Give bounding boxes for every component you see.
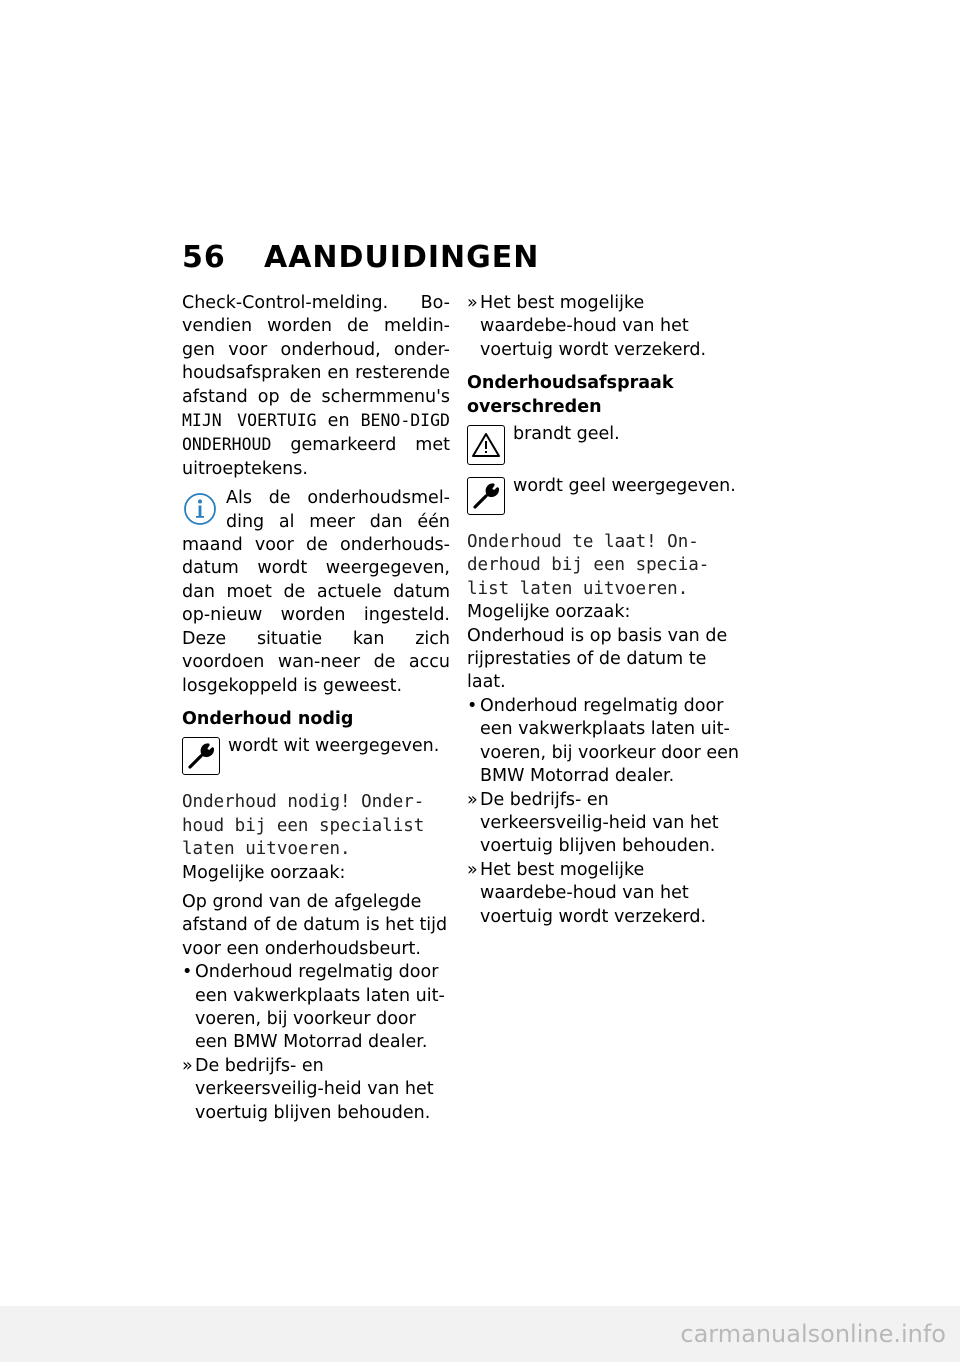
display-message: Onderhoud nodig! Onder-houd bij een specialist laten uitvoeren. (182, 792, 425, 860)
bullet-mark: • (182, 962, 193, 983)
result-item (467, 859, 739, 929)
warning-triangle-icon (467, 425, 505, 465)
info-icon (182, 491, 218, 527)
wrench-icon (467, 477, 505, 515)
action-text: Onderhoud regelmatig door een vakwerkplaats laten uit-voeren, bij voorkeur door een BMW Motorrad dealer. (480, 695, 740, 787)
action-bullet (182, 961, 450, 1055)
cause-label: Mogelijke oorzaak: (467, 602, 631, 623)
action-text: Onderhoud regelmatig door een vakwerkplaats laten uit-voeren, bij voorkeur door een BMW Motorrad dealer. (195, 962, 445, 1053)
footer-bar (0, 1306, 960, 1362)
bullet-mark: • (467, 695, 478, 716)
menu-name-service-required: BENO-DIGD ONDERHOUD (182, 411, 450, 455)
cause-text: Onderhoud is op basis van de rijprestaties of de datum te laat. (467, 625, 728, 693)
left-column (182, 292, 450, 1125)
info-note (182, 487, 450, 698)
result-mark: » (182, 1055, 193, 1076)
menu-name-my-vehicle: MIJN VOERTUIG (182, 411, 317, 431)
result-mark: » (467, 293, 478, 313)
wrench-description: wordt wit weergegeven. (228, 736, 440, 757)
cause-text: Op grond van de afgelegde afstand of de datum is het tijd voor een onderhoudsbeurt. (182, 891, 448, 959)
info-text: Als de onderhoudsmel-ding al meer dan één maand voor de onderhouds-datum wordt weergegeven, dan moet de actuele datum op-nieuw worden ingesteld. Deze situatie kan zich voordoen wan-neer de accu losgekoppeld is geweest. (182, 488, 450, 696)
right-column (467, 292, 739, 929)
watermark: carmanualsonline.info (680, 1320, 946, 1348)
page-header (182, 240, 539, 275)
result-item (467, 789, 739, 859)
result-text: Het best mogelijke waardebe-houd van het voertuig wordt verzekerd. (480, 859, 707, 927)
result-mark: » (467, 859, 478, 880)
result-item (467, 292, 739, 362)
intro-tail: gemarkeerd met uitroeptekens. (182, 435, 450, 479)
page-number: 56 (182, 240, 226, 275)
result-item (182, 1055, 450, 1125)
result-text: Het best mogelijke waardebe-houd van het voertuig wordt verzekerd. (480, 293, 707, 360)
warning-description: brandt geel. (513, 424, 620, 445)
and-text: en (327, 411, 350, 432)
wrench-icon (182, 737, 220, 775)
intro-text: Check-Control-melding. Bo-vendien worden de meldin-gen voor onderhoud, onder-houdsafspraken en resterende afstand op de schermmenu's (182, 293, 450, 407)
result-text: De bedrijfs- en verkeersveilig-heid van het voertuig blijven behouden. (480, 789, 719, 857)
warning-indicator-row (467, 423, 739, 471)
intro-paragraph (182, 292, 450, 481)
section-heading-service-required: Onderhoud nodig (182, 708, 354, 729)
result-text: De bedrijfs- en verkeersveilig-heid van het voertuig blijven behouden. (195, 1055, 434, 1123)
section-heading-service-overdue: Onderhoudsafspraak overschreden (467, 373, 674, 417)
cause-label: Mogelijke oorzaak: (182, 862, 346, 883)
result-mark: » (467, 789, 478, 810)
wrench-indicator-row (182, 735, 450, 781)
action-bullet (467, 695, 739, 789)
page-title: AANDUIDINGEN (264, 240, 540, 275)
wrench-description: wordt geel weergegeven. (513, 476, 736, 497)
display-message: Onderhoud te laat! On-derhoud bij een specia-list laten uitvoeren. (467, 532, 710, 599)
wrench-indicator-row (467, 475, 739, 521)
